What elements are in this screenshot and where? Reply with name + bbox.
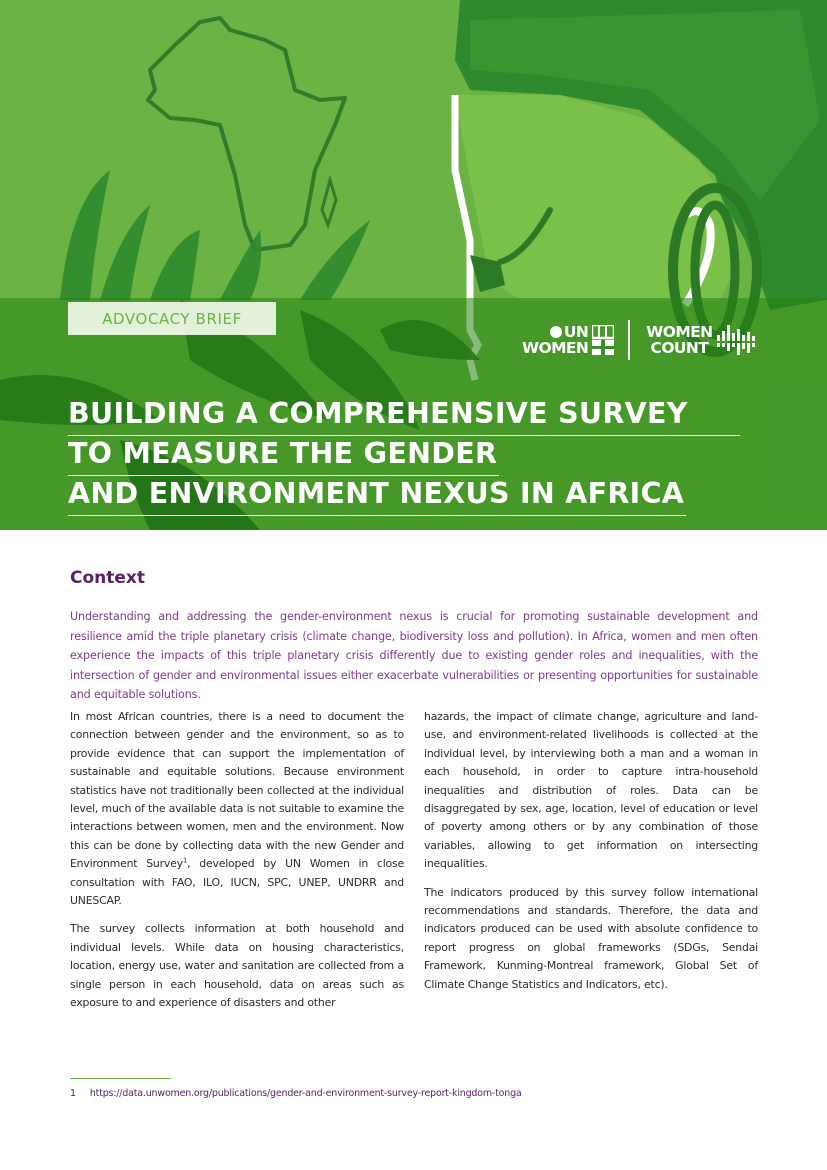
footnote-number: 1 [70,1088,76,1099]
paragraph: hazards, the impact of climate change, agriculture and land-use, and environment-related livelihoods is collected at the individual level, by interviewing both a man and a woman in each household, in order to capture intra-household inequalities and distribution of roles. Data can be disaggregated by sex, age, location, level of education or level of poverty among others or by any combination of those variables, allowing to get information on intersecting inequalities. [424,710,758,871]
title-line-2: TO MEASURE THE GENDER [68,436,499,476]
paragraph: The survey collects information at both household and individual levels. While data on housing characteristics, location, energy use, water and sanitation are collected from a single person in each household, data on areas such as exposure to and experience of disasters and other [70,922,404,1010]
un-women-emblem-icon [592,325,614,355]
body-column-right [424,708,758,1004]
body-column-left [70,708,404,1023]
partner-logos [522,318,757,362]
document-title [68,396,740,516]
logo-separator [628,320,630,360]
women-count-logo: WOMEN COUNT [646,323,756,357]
footnote-link[interactable]: https://data.unwomen.org/publications/gender-and-environment-survey-report-kingdom-tonga [89,1088,522,1099]
section-heading-context: Context [70,568,146,588]
paragraph: The indicators produced by this survey follow international recommendations and standards. Therefore, the data and indicators produced can be used with absolute confidence to report progress on global frameworks (SDGs, Sendai Framework, Kunming-Montreal framework, Global Set of Climate Change Statistics and Indicators, etc). [424,885,758,991]
footnote-ref[interactable]: 1 [182,856,188,865]
cover-illustration [0,0,827,530]
un-women-logo: UN WOMEN [522,324,614,356]
africa-map-outline [148,18,345,250]
footnote-divider [70,1078,171,1079]
footnote-1 [70,1088,522,1099]
paragraph: In most African countries, there is a need to document the connection between gender and the environment, so as to provide evidence that can support the implementation of sustainable and equitable solutions. Because environment statistics have not traditionally been collected at the individual level, much of the available data is not suitable to examine the interactions between women, men and the environment. Now this can be done by collecting data with the new Gender and Environment Survey$^1$, developed by UN Women in close consultation with FAO, ILO, IUCN, SPC, UNEP, UNDRR and UNESCAP. [70,710,404,908]
document-type-badge: ADVOCACY BRIEF [68,302,276,335]
title-line-3: AND ENVIRONMENT NEXUS IN AFRICA [68,476,686,516]
context-intro-paragraph: Understanding and addressing the gender-environment nexus is crucial for promoting sustainable development and resilience amid the triple planetary crisis (climate change, biodiversity loss and pollution). In Africa, women and men often experience the impacts of this triple planetary crisis differently due to existing gender roles and inequalities, with the intersection of gender and environmental issues either exacerbate vulnerabilities or presenting opportunities for sustainable and equitable solutions. [70,610,758,701]
un-women-dot-icon [550,326,562,338]
title-line-1: BUILDING A COMPREHENSIVE SURVEY [68,396,740,436]
women-count-bars-icon [717,323,757,357]
